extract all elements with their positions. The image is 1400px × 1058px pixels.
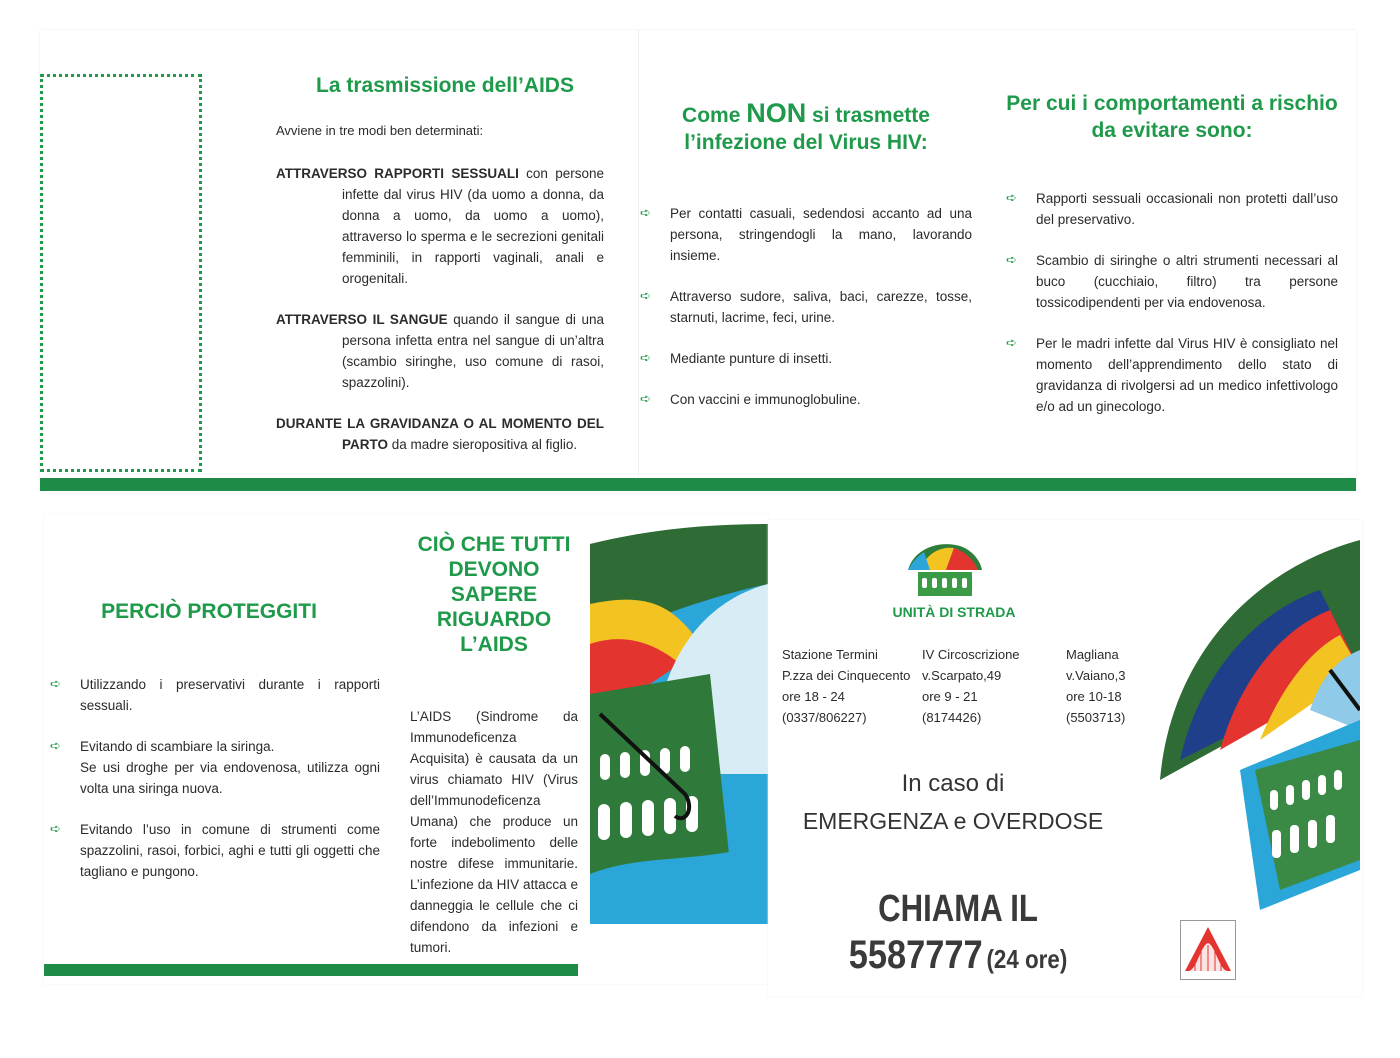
protect-column bbox=[50, 600, 380, 902]
list-item bbox=[50, 819, 380, 882]
umbrella-colosseum-illustration-right bbox=[1160, 540, 1360, 930]
transmission-blood-text: quando il sangue di una persona infetta entra nel sangue di un’altra (scambio siringhe, uso comune di rasoi, spazzolini). bbox=[342, 312, 604, 390]
arrow-icon: ➪ bbox=[640, 350, 651, 365]
umbrella-logo-icon bbox=[900, 538, 986, 600]
transmission-pregnancy-text: da madre sieropositiva al figlio. bbox=[388, 437, 578, 452]
location-phone: (8174426) bbox=[922, 710, 982, 725]
list-item-text: Evitando di scambiare la siringa. bbox=[80, 739, 275, 754]
not-transmitted-title-pre: Come bbox=[682, 104, 747, 127]
transmission-sexual-text: con persone infette dal virus HIV (da uomo a donna, da donna a uomo, da uomo a uomo), attraverso lo sperma e le secrezioni genitali femminili, in rapporti vaginali, anali e orogenitali. bbox=[342, 166, 604, 286]
location-hours: ore 9 - 21 bbox=[922, 689, 978, 704]
protect-title: PERCIÒ PROTEGGITI bbox=[101, 600, 317, 623]
location-name: IV Circoscrizione bbox=[922, 647, 1020, 662]
list-item bbox=[50, 736, 380, 799]
location-magliana bbox=[1066, 644, 1166, 728]
location-name: Magliana bbox=[1066, 647, 1119, 662]
transmission-pregnancy-lead: DURANTE LA GRAVIDANZA O AL MOMENTO DEL PARTO bbox=[276, 416, 604, 452]
transmission-column bbox=[276, 74, 604, 455]
emergency-phone-note: (24 ore) bbox=[986, 944, 1068, 974]
location-hours: ore 18 - 24 bbox=[782, 689, 845, 704]
list-item-text: Rapporti sessuali occasionali non protetti dall’uso del preservativo. bbox=[1036, 191, 1338, 227]
location-phone: (0337/806227) bbox=[782, 710, 867, 725]
transmission-pregnancy bbox=[276, 413, 604, 455]
arrow-icon: ➪ bbox=[50, 738, 61, 753]
green-footer-bar bbox=[44, 964, 578, 976]
arrow-icon: ➪ bbox=[50, 821, 61, 836]
know-title bbox=[410, 532, 578, 657]
list-item bbox=[640, 286, 972, 328]
not-transmitted-list bbox=[640, 203, 972, 410]
location-name: Stazione Termini bbox=[782, 647, 878, 662]
list-item-text: Per le madri infette dal Virus HIV è consigliato nel momento dell’apprendimento dello stato di gravidanza di rivolgersi ad un medico infettivologo e/o ad un ginecologo. bbox=[1036, 336, 1338, 414]
transmission-sexual-lead: ATTRAVERSO RAPPORTI SESSUALI bbox=[276, 166, 519, 181]
emergency-block bbox=[788, 770, 1118, 835]
outer-sheet bbox=[40, 30, 1356, 492]
transmission-sexual bbox=[276, 163, 604, 289]
aids-description: L’AIDS (Sindrome da Immunodeficenza Acquisita) è causata da un virus chiamato HIV (Virus dell’Immunodeficenza Umana) che produce un forte indebolimento delle nostre difese immunitarie. L’infezione da HIV attacca e danneggia le cellule che ci difendono da infezioni e tumori. bbox=[410, 709, 578, 955]
list-item bbox=[640, 203, 972, 266]
risk-title-line1: Per cui i comportamenti a rischio bbox=[1006, 92, 1338, 115]
list-item bbox=[1006, 188, 1338, 230]
arrow-icon: ➪ bbox=[640, 391, 651, 406]
list-item-text: Per contatti casuali, sedendosi accanto ad una persona, stringendogli la mano, lavorando insieme. bbox=[670, 206, 972, 263]
arrow-icon: ➪ bbox=[1006, 335, 1017, 350]
know-title-line: L’AIDS bbox=[460, 633, 528, 656]
risk-list bbox=[1006, 188, 1338, 417]
arrow-icon: ➪ bbox=[640, 205, 651, 220]
location-termini bbox=[782, 644, 922, 728]
list-item-text: Evitando l’uso in comune di strumenti come spazzolini, rasoi, forbici, aghi e tutti gli oggetti che tagliano e pungono. bbox=[80, 822, 380, 879]
location-phone: (5503713) bbox=[1066, 710, 1126, 725]
know-title-line: SAPERE bbox=[450, 583, 538, 606]
emergency-line1: In caso di bbox=[901, 770, 1005, 797]
phone-number-line bbox=[820, 933, 1095, 978]
org-name: UNITÀ DI STRADA bbox=[892, 604, 1016, 620]
know-title-line: CIÒ CHE TUTTI bbox=[417, 533, 571, 556]
know-title-line: DEVONO bbox=[448, 558, 540, 581]
transmission-blood-lead: ATTRAVERSO IL SANGUE bbox=[276, 312, 448, 327]
transmission-blood bbox=[276, 309, 604, 393]
not-transmitted-title-post: si trasmette bbox=[806, 104, 930, 127]
list-item-text: Attraverso sudore, saliva, baci, carezze, tosse, starnuti, lacrime, feci, urine. bbox=[670, 289, 972, 325]
bell-curve-logo-icon bbox=[1181, 921, 1235, 979]
protect-list bbox=[50, 674, 380, 882]
location-address: v.Scarpato,49 bbox=[922, 668, 1002, 683]
location-address: P.zza dei Cinquecento bbox=[782, 668, 911, 683]
emergency-phone-number: 5587777 bbox=[848, 933, 983, 977]
location-circoscrizione bbox=[922, 644, 1062, 728]
list-item bbox=[1006, 333, 1338, 417]
inner-right-sheet bbox=[768, 520, 1362, 996]
transmission-intro: Avviene in tre modi ben determinati: bbox=[276, 123, 484, 138]
green-footer-bar bbox=[40, 478, 1356, 491]
list-item bbox=[50, 674, 380, 716]
not-transmitted-title-strong: NON bbox=[746, 98, 807, 128]
not-transmitted-title bbox=[640, 100, 972, 156]
dotted-placeholder-box bbox=[40, 74, 202, 472]
list-item bbox=[1006, 250, 1338, 313]
inner-left-sheet bbox=[44, 514, 768, 984]
location-address: v.Vaiano,3 bbox=[1066, 668, 1126, 683]
emergency-line2: EMERGENZA e OVERDOSE bbox=[802, 808, 1104, 834]
sponsor-logo-box bbox=[1180, 920, 1236, 980]
list-item-text: Se usi droghe per via endovenosa, utilizza ogni volta una siringa nuova. bbox=[80, 760, 380, 796]
arrow-icon: ➪ bbox=[1006, 252, 1017, 267]
list-item bbox=[640, 348, 972, 369]
fold-line bbox=[638, 30, 639, 476]
risk-title-line2: da evitare sono: bbox=[1091, 119, 1253, 142]
arrow-icon: ➪ bbox=[50, 676, 61, 691]
call-block bbox=[798, 888, 1118, 978]
risk-behaviour-column bbox=[1006, 90, 1338, 437]
list-item-text: Con vaccini e immunoglobuline. bbox=[670, 392, 861, 407]
call-label: CHIAMA IL bbox=[878, 888, 1038, 930]
list-item bbox=[640, 389, 972, 410]
list-item-text: Scambio di siringhe o altri strumenti necessari al buco (cucchiaio, filtro) tra persone tossicodipendenti per via endovenosa. bbox=[1036, 253, 1338, 310]
risk-title bbox=[1006, 90, 1338, 144]
know-column bbox=[410, 532, 578, 958]
list-item-text: Mediante punture di insetti. bbox=[670, 351, 833, 366]
list-item-text: Utilizzando i preservativi durante i rapporti sessuali. bbox=[80, 677, 380, 713]
arrow-icon: ➪ bbox=[640, 288, 651, 303]
not-transmitted-column bbox=[640, 100, 972, 430]
not-transmitted-title-line2: l’infezione del Virus HIV: bbox=[684, 131, 928, 154]
transmission-title: La trasmissione dell’AIDS bbox=[316, 74, 574, 97]
umbrella-colosseum-illustration bbox=[590, 524, 768, 924]
arrow-icon: ➪ bbox=[1006, 190, 1017, 205]
know-title-line: RIGUARDO bbox=[436, 608, 552, 631]
location-hours: ore 10-18 bbox=[1066, 689, 1122, 704]
